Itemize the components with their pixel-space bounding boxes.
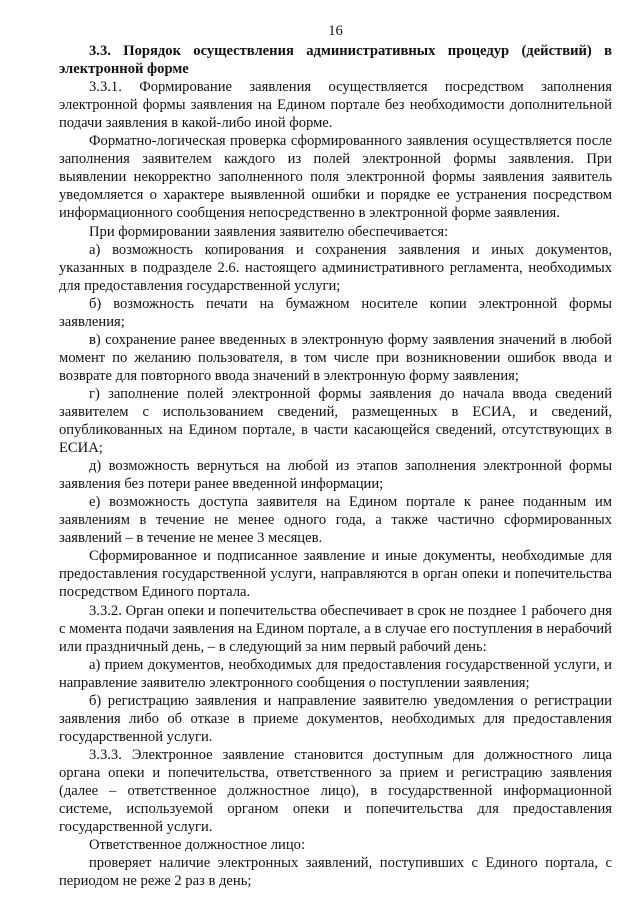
paragraph-format-check: Форматно-логическая проверка сформированного заявления осуществляется после заполнения заявителем каждого из полей электронной формы заявления. При выявлении некорректно заполненного поля электронной формы заявления заявитель уведомляется о характере выявленной ошибки и порядке ее устранения посредством информационного сообщения непосредственно в электронной форме заявления. bbox=[59, 133, 612, 222]
paragraph-3-3-1: 3.3.1. Формирование заявления осуществляется посредством заполнения электронной формы заявления на Едином портале без необходимости дополнительной подачи заявления в какой-либо иной форме. bbox=[59, 79, 612, 132]
list-item-a-receipt: а) прием документов, необходимых для предоставления государственной услуги, и направление заявителю электронного сообщения о поступлении заявления; bbox=[59, 656, 612, 691]
paragraph-3-3-3: 3.3.3. Электронное заявление становится доступным для должностного лица органа опеки и попечительства, ответственного за прием и регистрацию заявления (далее – ответственное должностное лицо), в государственной информационной системе, используемой органом опеки и попечительства для предоставления государственной услуги. bbox=[59, 746, 612, 836]
paragraph-submission: Сформированное и подписанное заявление и иные документы, необходимые для предоставления государственной услуги, направляются в орган опеки и попечительства посредством Единого портала. bbox=[59, 548, 612, 601]
list-item-a-copy-save: а) возможность копирования и сохранения заявления и иных документов, указанных в подразделе 2.6. настоящего административного регламента, необходимых для предоставления государственной услуги; bbox=[59, 241, 612, 294]
list-item-g-prefill: г) заполнение полей электронной формы заявления до начала ввода сведений заявителем с использованием сведений, размещенных в ЕСИА, и сведений, опубликованных на Едином портале, в части касающейся сведений, отсутствующих в ЕСИА; bbox=[59, 385, 612, 457]
paragraph-checks-applications: проверяет наличие электронных заявлений, поступивших с Единого портала, с периодом не реже 2 раз в день; bbox=[59, 855, 612, 890]
list-item-d-return: д) возможность вернуться на любой из этапов заполнения электронной формы заявления без потери ранее введенной информации; bbox=[59, 458, 612, 493]
list-item-b-print: б) возможность печати на бумажном носителе копии электронной формы заявления; bbox=[59, 295, 612, 330]
paragraph-3-3-2: 3.3.2. Орган опеки и попечительства обеспечивает в срок не позднее 1 рабочего дня с момента подачи заявления на Едином портале, а в случае его поступления в нерабочий или праздничный день, – в следующий за ним первый рабочий день: bbox=[59, 602, 612, 655]
paragraph-responsible-official: Ответственное должностное лицо: bbox=[89, 837, 305, 854]
paragraph-provided-features-intro: При формировании заявления заявителю обеспечивается: bbox=[89, 223, 449, 240]
page-number: 16 bbox=[328, 23, 343, 39]
list-item-e-access: е) возможность доступа заявителя на Едином портале к ранее поданным им заявлениям в течение не менее одного года, а также частично сформированных заявлений – в течение не менее 3 месяцев. bbox=[59, 494, 612, 547]
list-item-v-save-values: в) сохранение ранее введенных в электронную форму заявления значений в любой момент по желанию пользователя, в том числе при возникновении ошибок ввода и возврате для повторного ввода значений в электронную форму заявления; bbox=[59, 331, 612, 384]
section-heading: 3.3. Порядок осуществления административных процедур (действий) в электронной форме bbox=[59, 43, 612, 78]
list-item-b-registration: б) регистрацию заявления и направление заявителю уведомления о регистрации заявления либо об отказе в приеме документов, необходимых для предоставления государственной услуги. bbox=[59, 692, 612, 745]
